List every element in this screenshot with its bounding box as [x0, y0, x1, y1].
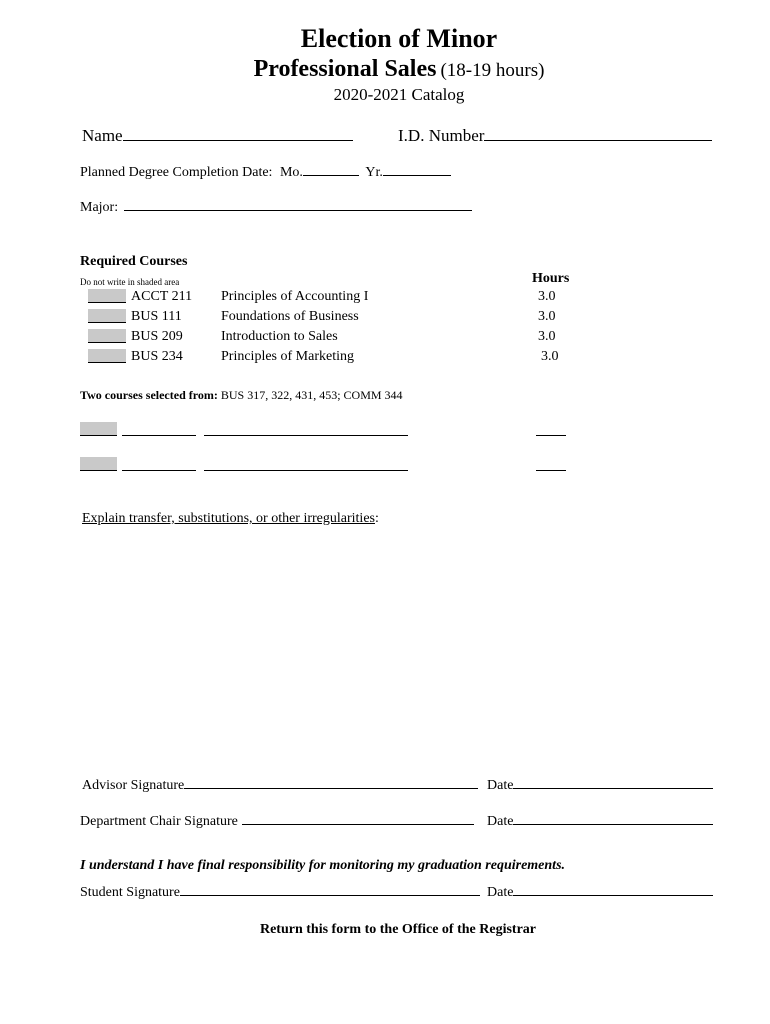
shaded-box — [80, 422, 117, 436]
elective-code-field[interactable] — [122, 420, 196, 436]
return-note: Return this form to the Office of the Registrar — [259, 922, 537, 937]
course-code: BUS 234 — [131, 349, 183, 364]
date-label: Date — [487, 778, 514, 793]
course-row — [88, 329, 126, 348]
year-label: Yr. — [365, 165, 383, 180]
shaded-box — [88, 329, 126, 343]
major-row — [80, 200, 472, 216]
month-field[interactable] — [303, 175, 359, 176]
chair-signature-label: Department Chair Signature — [80, 814, 238, 829]
elective-code-field[interactable] — [122, 455, 196, 471]
shaded-box — [80, 457, 117, 471]
responsibility-statement: I understand I have final responsibility for monitoring my graduation requirements. — [80, 858, 566, 873]
elective-hours-field[interactable] — [536, 455, 566, 471]
required-heading: Required Courses — [80, 254, 188, 269]
student-date-field[interactable] — [513, 895, 713, 896]
course-row — [88, 289, 126, 308]
completion-row — [80, 165, 451, 181]
shaded-box — [88, 289, 126, 303]
chair-date-row — [487, 814, 713, 830]
name-field[interactable] — [123, 140, 353, 141]
id-row — [398, 126, 712, 146]
major-label: Major: — [80, 200, 119, 215]
elective-hours-field[interactable] — [536, 420, 566, 436]
year-field[interactable] — [383, 175, 451, 176]
date-label: Date — [487, 814, 514, 829]
name-row — [82, 126, 353, 146]
course-hours: 3.0 — [538, 289, 556, 304]
hours-header: Hours — [532, 271, 570, 286]
explain-colon: : — [374, 511, 379, 526]
student-date-row — [487, 885, 713, 901]
elective-row-1 — [80, 422, 117, 441]
minor-name: Professional Sales — [253, 56, 437, 82]
course-code: BUS 209 — [131, 329, 183, 344]
advisor-signature-field[interactable] — [184, 788, 478, 789]
explain-row — [82, 511, 379, 527]
course-hours: 3.0 — [538, 309, 556, 324]
id-number-field[interactable] — [484, 140, 712, 141]
chair-signature-field[interactable] — [242, 824, 474, 825]
elective-title-field[interactable] — [204, 455, 408, 471]
completion-label: Planned Degree Completion Date: — [80, 165, 273, 180]
name-label: Name — [82, 126, 123, 145]
electives-options: BUS 317, 322, 431, 453; COMM 344 — [220, 388, 403, 402]
student-signature-row — [80, 885, 480, 901]
elective-row-2 — [80, 457, 117, 476]
course-row — [88, 309, 126, 328]
student-signature-field[interactable] — [180, 895, 480, 896]
course-hours: 3.0 — [541, 349, 559, 364]
catalog-year: 2020-2021 Catalog — [333, 85, 465, 104]
course-code: BUS 111 — [131, 309, 182, 324]
course-row — [88, 349, 126, 368]
course-title: Introduction to Sales — [221, 329, 338, 344]
course-hours: 3.0 — [538, 329, 556, 344]
advisor-date-field[interactable] — [513, 788, 713, 789]
form-subtitle — [0, 56, 770, 83]
date-label: Date — [487, 885, 514, 900]
advisor-signature-row — [82, 778, 478, 794]
explain-area[interactable] — [80, 536, 720, 756]
electives-label: Two courses selected from: — [80, 388, 218, 402]
advisor-signature-label: Advisor Signature — [82, 778, 185, 793]
course-title: Foundations of Business — [221, 309, 359, 324]
chair-date-field[interactable] — [513, 824, 713, 825]
shaded-box — [88, 349, 126, 363]
chair-signature-row — [80, 814, 474, 830]
explain-label: Explain transfer, substitutions, or other irregularities — [82, 511, 375, 526]
electives-row — [80, 388, 403, 403]
shaded-note: Do not write in shaded area — [80, 277, 180, 287]
course-title: Principles of Accounting I — [221, 289, 369, 304]
student-signature-label: Student Signature — [80, 885, 180, 900]
month-label: Mo. — [279, 165, 303, 180]
shaded-box — [88, 309, 126, 323]
elective-title-field[interactable] — [204, 420, 408, 436]
advisor-date-row — [487, 778, 713, 794]
major-field[interactable] — [124, 210, 472, 211]
minor-hours: (18-19 hours) — [440, 60, 545, 81]
id-label: I.D. Number — [398, 126, 485, 145]
course-title: Principles of Marketing — [221, 349, 354, 364]
form-title: Election of Minor — [300, 24, 498, 53]
course-code: ACCT 211 — [131, 289, 193, 304]
